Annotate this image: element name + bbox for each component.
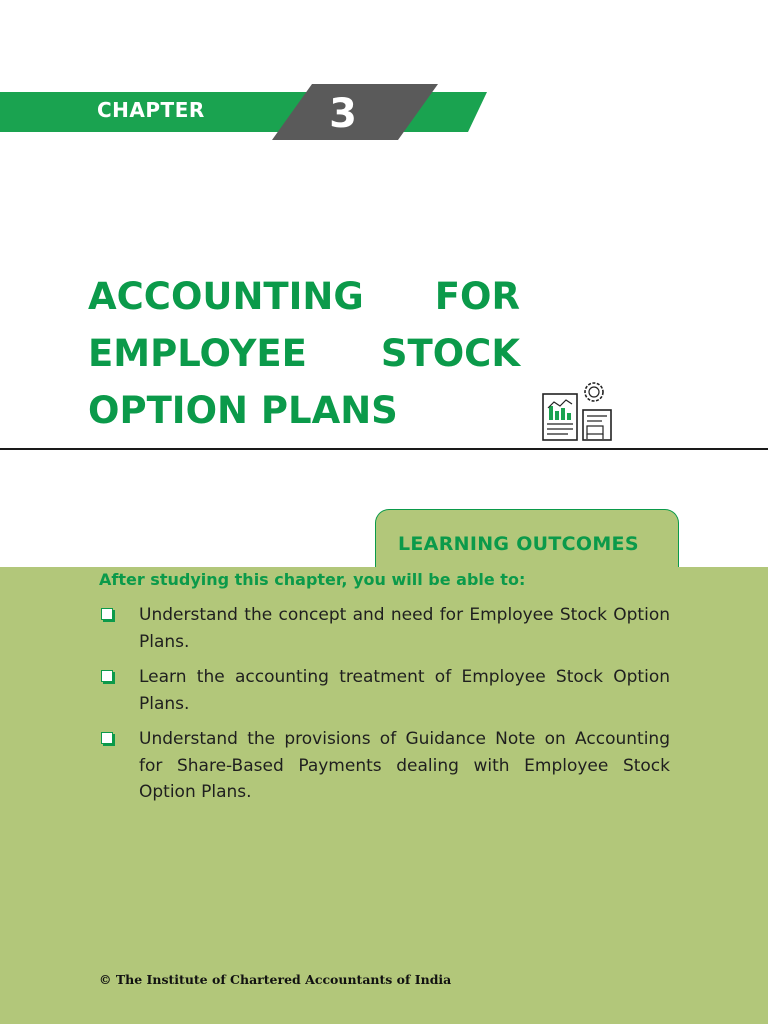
title-divider — [0, 448, 768, 450]
learning-outcomes-intro: After studying this chapter, you will be able to: — [99, 570, 526, 589]
chapter-label: CHAPTER — [97, 98, 205, 122]
chapter-title — [88, 268, 520, 439]
chapter-title-line: ACCOUNTING FOR — [88, 275, 520, 318]
outcome-text: Understand the provisions of Guidance Note on Accounting for Share-Based Payments dealing with Employee Stock Option Plans. — [139, 729, 670, 802]
chapter-banner-graphic — [0, 84, 500, 140]
outcome-text: Understand the concept and need for Employee Stock Option Plans. — [139, 605, 670, 652]
chapter-banner — [0, 84, 500, 140]
list-item — [98, 664, 670, 717]
checkbox-icon — [101, 670, 113, 682]
checkbox-icon — [101, 608, 113, 620]
checkbox-icon — [101, 732, 113, 744]
copyright-footer: © The Institute of Chartered Accountants of India — [99, 972, 452, 987]
chapter-title-line: EMPLOYEE STOCK — [88, 332, 520, 375]
chapter-title-line: OPTION PLANS — [88, 389, 398, 432]
list-item — [98, 602, 670, 655]
learning-outcomes-list — [98, 602, 670, 815]
document-chart-gear-icon — [540, 378, 616, 444]
chapter-number: 3 — [329, 91, 357, 137]
learning-outcomes-heading: LEARNING OUTCOMES — [398, 533, 639, 555]
outcome-text: Learn the accounting treatment of Employee Stock Option Plans. — [139, 667, 670, 714]
list-item — [98, 726, 670, 806]
